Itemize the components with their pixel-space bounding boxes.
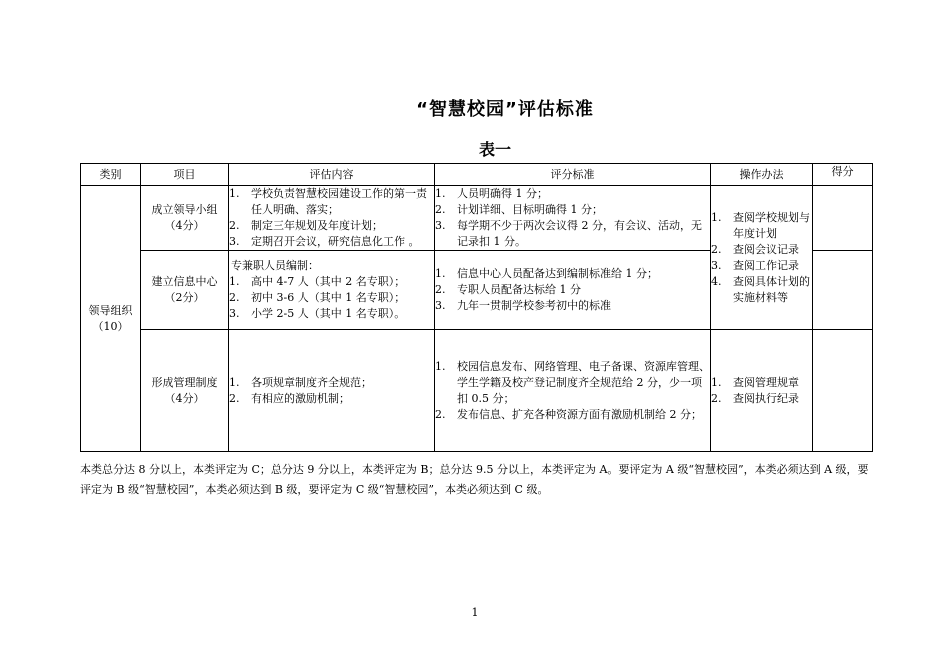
list-item: 2. 查阅会议记录 (711, 242, 799, 256)
list-item: 1. 学校负责智慧校园建设工作的第一责任人明确、落实； (229, 187, 427, 216)
table-subtitle: 表一 (478, 140, 511, 159)
list-item: 2. 专职人员配备达标给 1 分 (435, 283, 581, 296)
header-method: 操作办法 (711, 164, 813, 186)
list-item: 1. 各项规章制度齐全规范； (229, 375, 372, 389)
list-item: 4. 查阅具体计划的实施材料等 (711, 274, 810, 304)
evaluation-table (80, 163, 873, 452)
method-cell (711, 330, 813, 452)
criteria-cell (435, 330, 711, 452)
document-title: “智慧校园”评估标准 (416, 99, 594, 120)
item-points: （4分） (164, 219, 205, 232)
item-name: 建立信息中心 (151, 275, 218, 288)
list-item: 1. 查阅管理规章 (711, 375, 799, 389)
content-cell (229, 330, 435, 452)
item-points: （4分） (164, 391, 205, 405)
score-cell (813, 330, 873, 452)
item-cell (141, 251, 229, 330)
list-item: 1. 人员明确得 1 分； (435, 187, 548, 200)
header-category: 类别 (81, 164, 141, 186)
score-cell (813, 251, 873, 330)
list-item: 2. 初中 3-6 人（其中 1 名专职）； (229, 291, 406, 304)
item-cell (141, 186, 229, 251)
table-row (81, 186, 873, 251)
list-item: 2. 制定三年规划及年度计划； (229, 219, 383, 232)
list-item: 2. 计划详细、目标明确得 1 分； (435, 203, 603, 216)
header-content: 评估内容 (229, 164, 435, 186)
item-points: （2分） (164, 291, 205, 304)
category-points: （10） (92, 319, 129, 333)
content-cell (229, 251, 435, 330)
list-item: 3. 每学期不少于两次会议得 2 分，有会议、活动，无记录扣 1 分。 (435, 219, 702, 248)
score-cell (813, 186, 873, 251)
content-cell (229, 186, 435, 251)
header-item: 项目 (141, 164, 229, 186)
list-item: 1. 校园信息发布、网络管理、电子备课、资源库管理、学生学籍及校产登记制度齐全规范给 2 分，少一项扣 0.5 分； (435, 359, 710, 405)
list-item: 1. 信息中心人员配备达到编制标准给 1 分； (435, 267, 658, 280)
item-name: 成立领导小组 (151, 203, 218, 216)
list-item: 1. 高中 4-7 人（其中 2 名专职）； (229, 275, 406, 288)
page-number: 1 (471, 606, 479, 619)
list-item: 3. 小学 2-5 人（其中 1 名专职）。 (229, 307, 406, 320)
header-criteria: 评分标准 (435, 164, 711, 186)
category-name: 领导组织 (88, 303, 133, 317)
content-intro: 专兼职人员编制： (231, 259, 319, 272)
list-item: 3. 九年一贯制学校参考初中的标准 (435, 299, 611, 312)
table-row (81, 330, 873, 452)
list-item: 2. 有相应的激励机制； (229, 391, 350, 405)
item-cell (141, 330, 229, 452)
header-row (81, 164, 873, 186)
grading-note: 本类总分达 8 分以上，本类评定为 C；总分达 9 分以上，本类评定为 B；总分达 9.5 分以上，本类评定为 A。要评定为 A 级“智慧校园”，本类必须达到 A 级，要评定为 B 级“智慧校园”，本类必须达到 B 级，要评定为 C 级“智慧校园”，本类必须达到 C 级。 (80, 463, 869, 496)
header-score: 得分 (813, 164, 873, 186)
method-cell-shared (711, 186, 813, 330)
item-name: 形成管理制度 (151, 375, 218, 389)
list-item: 1. 查阅学校规划与年度计划 (711, 210, 810, 240)
list-item: 2. 发布信息、扩充各种资源方面有激励机制给 2 分； (435, 407, 702, 421)
criteria-cell (435, 251, 711, 330)
category-cell (81, 186, 141, 452)
list-item: 3. 查阅工作记录 (711, 258, 799, 272)
list-item: 3. 定期召开会议，研究信息化工作 。 (229, 235, 420, 248)
list-item: 2. 查阅执行纪录 (711, 391, 799, 405)
criteria-cell (435, 186, 711, 251)
